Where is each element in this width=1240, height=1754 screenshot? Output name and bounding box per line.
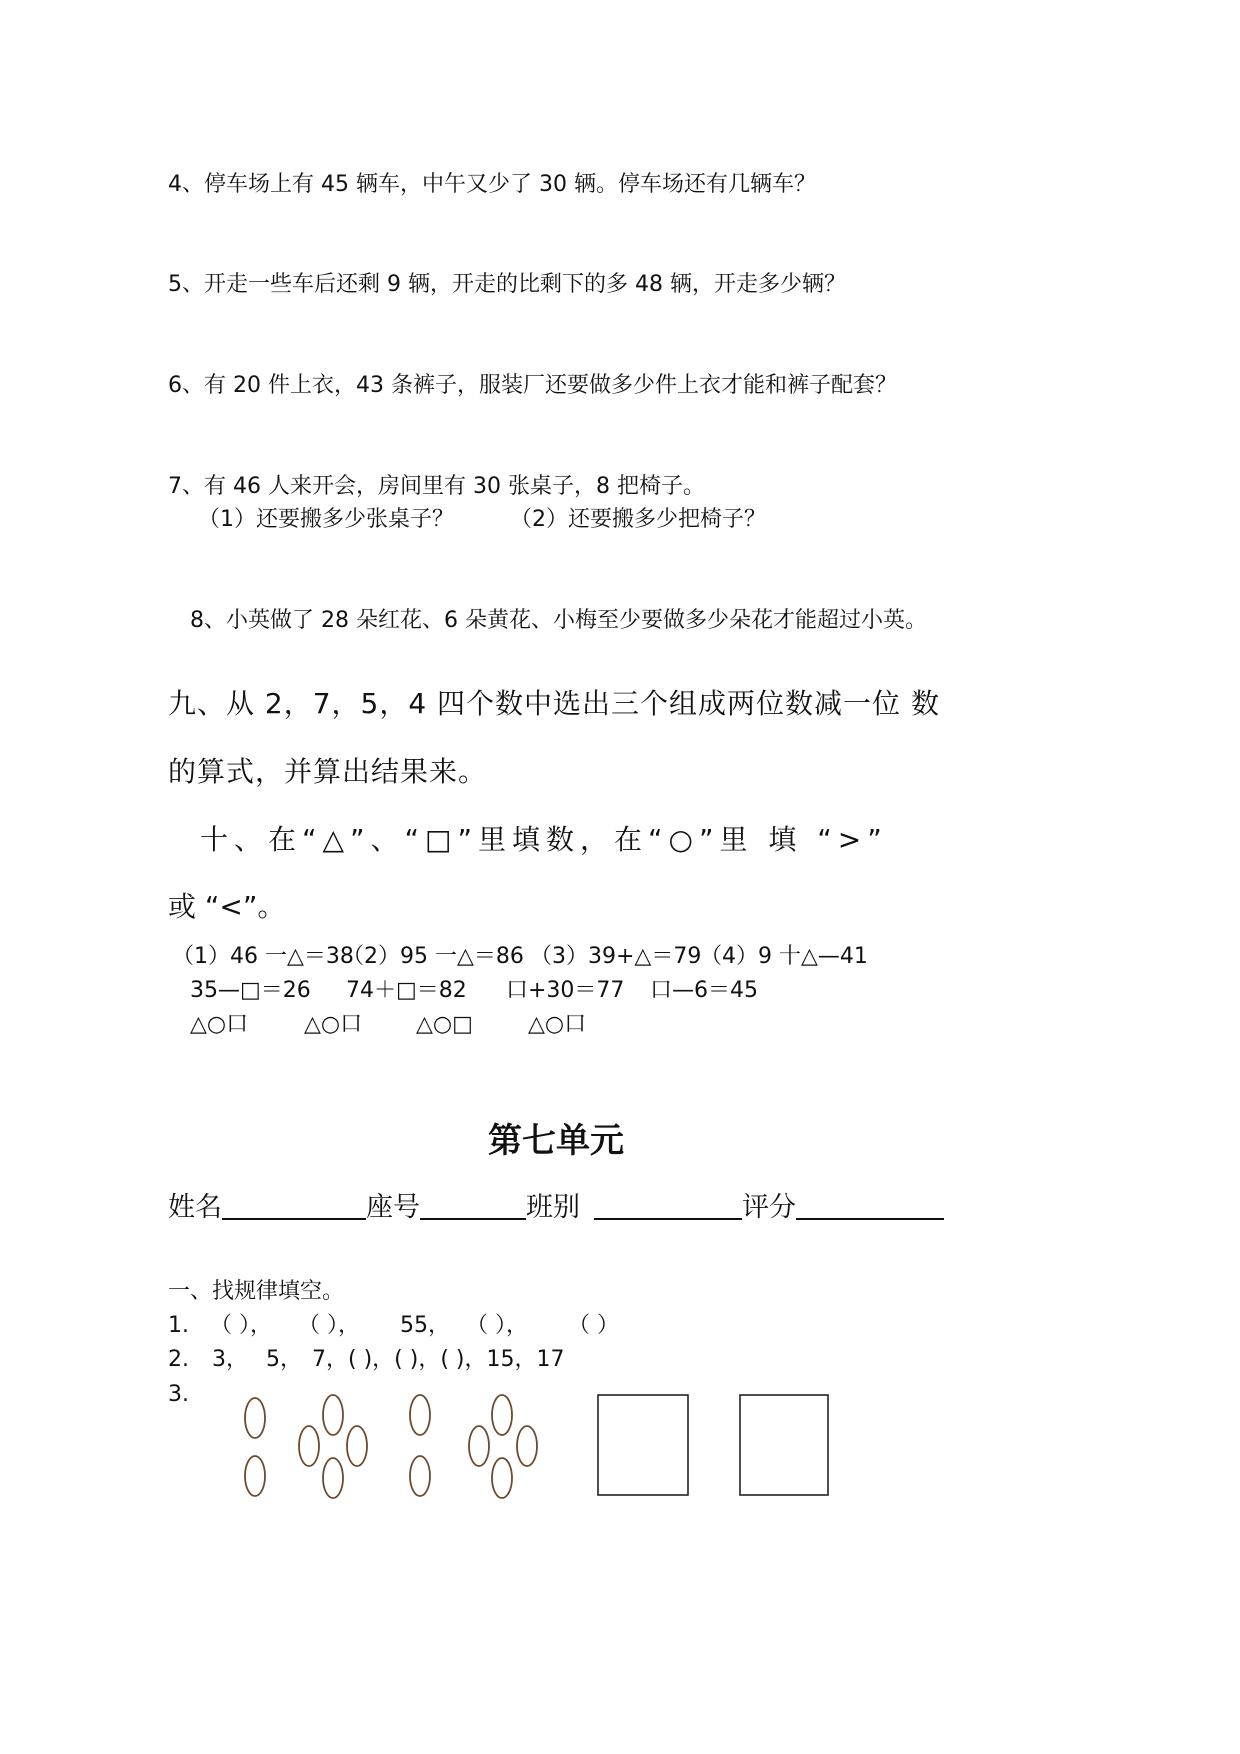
item-1-cell-2: （ ）， — [298, 1313, 360, 1338]
class-label: 班别 — [526, 1192, 580, 1223]
name-label: 姓名 — [168, 1192, 222, 1223]
score-label: 评分 — [742, 1192, 796, 1223]
item-1-cell-5: （ ） — [568, 1313, 619, 1338]
equation-2: （2）95 一△＝86 — [342, 944, 524, 969]
equation-3: （3）39+△＝79 — [530, 944, 702, 969]
problem-7-sub-2: （2）还要搬多少把椅子？ — [510, 507, 766, 532]
part-1-heading: 一、找规律填空。 — [168, 1279, 345, 1304]
oval-shape — [245, 1398, 265, 1438]
oval-shape — [410, 1395, 430, 1435]
oval-shape — [469, 1426, 489, 1466]
problem-7-sub-1: （1）还要搬多少张桌子？ — [198, 507, 454, 532]
equation-6: 74＋□＝82 — [346, 978, 467, 1003]
item-1-number: 1. — [168, 1313, 189, 1338]
compare-1: △○口 — [190, 1012, 249, 1037]
section-9-line-1: 九、从 2，7，5，4 四个数中选出三个组成两位数减一位 数 — [168, 687, 940, 720]
item-2-number: 2. — [168, 1347, 189, 1372]
oval-shape — [492, 1395, 512, 1435]
unit-title: 第七单元 — [488, 1121, 624, 1161]
oval-shape — [517, 1426, 537, 1466]
problem-5: 5、开走一些车后还剩 9 辆，开走的比剩下的多 48 辆，开走多少辆？ — [168, 272, 846, 297]
item-1-cell-3: 55， — [400, 1313, 450, 1338]
item-1-cell-1: （ ）， — [210, 1313, 272, 1338]
oval-shape — [323, 1395, 343, 1435]
compare-3: △○□ — [416, 1012, 473, 1037]
equation-8: 口—6＝45 — [650, 978, 758, 1003]
equation-5: 35—□＝26 — [190, 978, 311, 1003]
equation-4: （4）9 十△—41 — [700, 944, 868, 969]
problem-6: 6、有 20 件上衣，43 条裤子，服装厂还要做多少件上衣才能和裤子配套？ — [168, 373, 897, 398]
oval-shape — [492, 1458, 512, 1498]
item-1-cell-4: （ ）， — [466, 1313, 528, 1338]
oval-shape — [323, 1458, 343, 1498]
oval-shape — [410, 1456, 430, 1496]
oval-shape — [299, 1426, 319, 1466]
compare-2: △○口 — [304, 1012, 363, 1037]
item-2-cell-1: 3， — [212, 1347, 248, 1372]
compare-4: △○口 — [528, 1012, 587, 1037]
oval-shape — [245, 1456, 265, 1496]
item-3-number: 3. — [168, 1382, 189, 1407]
problem-4: 4、停车场上有 45 辆车，中午又少了 30 辆。停车场还有几辆车？ — [168, 172, 816, 197]
answer-box-1[interactable] — [598, 1395, 688, 1495]
oval-shape — [347, 1426, 367, 1466]
section-9-line-2: 的算式，并算出结果来。 — [168, 755, 488, 788]
item-2-cell-3: 7，( )，( )，( )，15，17 — [312, 1347, 565, 1372]
item-2-cell-2: 5， — [266, 1347, 302, 1372]
seat-label: 座号 — [366, 1192, 420, 1223]
equation-1: （1）46 一△＝38 — [172, 944, 354, 969]
section-10-line-1: 十、在“△”、“□”里填数，在“○”里 填 “>” — [200, 823, 888, 856]
problem-7: 7、有 46 人来开会，房间里有 30 张桌子，8 把椅子。 — [168, 474, 705, 499]
equation-7: 口+30＝77 — [506, 978, 625, 1003]
section-10-line-2: 或 “<”。 — [168, 890, 286, 923]
answer-box-2[interactable] — [740, 1395, 828, 1495]
problem-8: 8、小英做了 28 朵红花、6 朵黄花、小梅至少要做多少朵花才能超过小英。 — [190, 608, 927, 633]
